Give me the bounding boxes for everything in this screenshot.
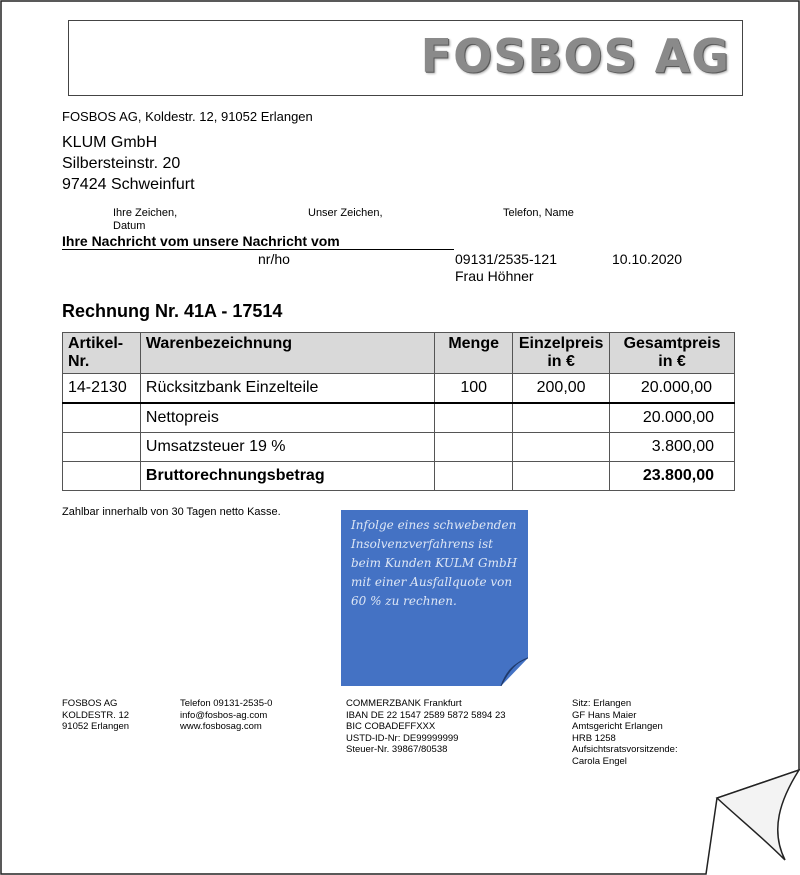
invoice-table xyxy=(62,332,735,491)
item-gesamtpreis: 20.000,00 xyxy=(610,374,735,404)
footer-website-link[interactable]: www.fosbosag.com xyxy=(180,721,262,732)
invoice-title: Rechnung Nr. 41A - 17514 xyxy=(62,301,283,321)
payment-terms: Zahlbar innerhalb von 30 Tagen netto Kasse. xyxy=(62,506,281,518)
footer-email-link[interactable]: info@fosbos-ag.com xyxy=(180,709,268,721)
footer-line: FOSBOS AG xyxy=(62,698,118,709)
header-gesamtpreis: Gesamtpreis in € xyxy=(610,333,735,374)
recipient-city: 97424 Schweinfurt xyxy=(62,176,195,193)
table-row xyxy=(63,374,735,404)
recipient-name: KLUM GmbH xyxy=(62,134,158,151)
footer-legal xyxy=(572,698,678,767)
footer-company xyxy=(62,698,129,733)
brutto-value: 23.800,00 xyxy=(610,462,735,491)
sticky-note-text: Infolge eines schwebenden Insolvenzverfahrens ist beim Kunden KULM GmbH mit einer Ausfallquote von 60 % zu rechnen. xyxy=(351,518,518,608)
footer-line: BIC COBADEFFXXX xyxy=(346,721,436,732)
netto-label: Nettopreis xyxy=(140,403,434,433)
sender-address-line: FOSBOS AG, Koldestr. 12, 91052 Erlangen xyxy=(62,109,313,124)
netto-row xyxy=(63,403,735,433)
footer-line: Amtsgericht Erlangen xyxy=(572,721,663,732)
footer-line: KOLDESTR. 12 xyxy=(62,709,130,721)
table-header-row xyxy=(63,333,735,374)
ihre-zeichen-label: Ihre Zeichen, xyxy=(113,207,178,219)
sticky-note xyxy=(341,510,528,686)
recipient-street: Silbersteinstr. 20 xyxy=(62,155,181,172)
header-einzelpreis: Einzelpreis in € xyxy=(513,333,610,374)
ust-label: Umsatzsteuer 19 % xyxy=(140,433,434,462)
footer-line: Telefon 09131-2535-0 xyxy=(180,698,273,709)
footer-bank xyxy=(346,698,506,756)
item-bezeichnung: Rücksitzbank Einzelteile xyxy=(140,374,434,404)
footer-line: IBAN DE 22 1547 2589 5872 5894 23 xyxy=(346,709,506,721)
netto-value: 20.000,00 xyxy=(610,403,735,433)
item-einzelpreis: 200,00 xyxy=(513,374,610,404)
unser-zeichen-label: Unser Zeichen, xyxy=(308,207,383,219)
unser-zeichen-value: nr/ho xyxy=(258,251,290,267)
footer-contact xyxy=(180,698,272,733)
logo-box xyxy=(68,20,743,96)
item-menge: 100 xyxy=(435,374,513,404)
telefon-value: 09131/2535-121 xyxy=(455,251,557,267)
ust-row xyxy=(63,433,735,462)
header-bezeichnung: Warenbezeichnung xyxy=(140,333,434,374)
footer-line: GF Hans Maier xyxy=(572,709,637,721)
nachricht-line: Ihre Nachricht vom unsere Nachricht vom xyxy=(62,233,340,249)
note-fold-icon xyxy=(341,510,528,686)
ust-value: 3.800,00 xyxy=(610,433,735,462)
contact-name-value: Frau Höhner xyxy=(455,268,534,284)
datum-label: Datum xyxy=(113,220,146,232)
footer-line: Carola Engel xyxy=(572,755,627,767)
footer-line: COMMERZBANK Frankfurt xyxy=(346,698,462,709)
telefon-name-label: Telefon, Name xyxy=(503,207,574,219)
footer-line: Sitz: Erlangen xyxy=(572,698,632,709)
header-menge: Menge xyxy=(435,333,513,374)
header-artikel: Artikel- Nr. xyxy=(63,333,141,374)
footer-line: Aufsichtsratsvorsitzende: xyxy=(572,744,678,755)
footer-line: USTD-ID-Nr: DE99999999 xyxy=(346,732,459,744)
brutto-row xyxy=(63,462,735,491)
company-logo: FOSBOS AG xyxy=(420,29,730,83)
item-artikel: 14-2130 xyxy=(63,374,141,404)
footer-line: HRB 1258 xyxy=(572,732,616,744)
footer-line: Steuer-Nr. 39867/80538 xyxy=(346,744,448,755)
reference-underline xyxy=(62,249,454,250)
footer-line: 91052 Erlangen xyxy=(62,721,130,732)
datum-value: 10.10.2020 xyxy=(612,251,683,267)
brutto-label: Bruttorechnungsbetrag xyxy=(140,462,434,491)
